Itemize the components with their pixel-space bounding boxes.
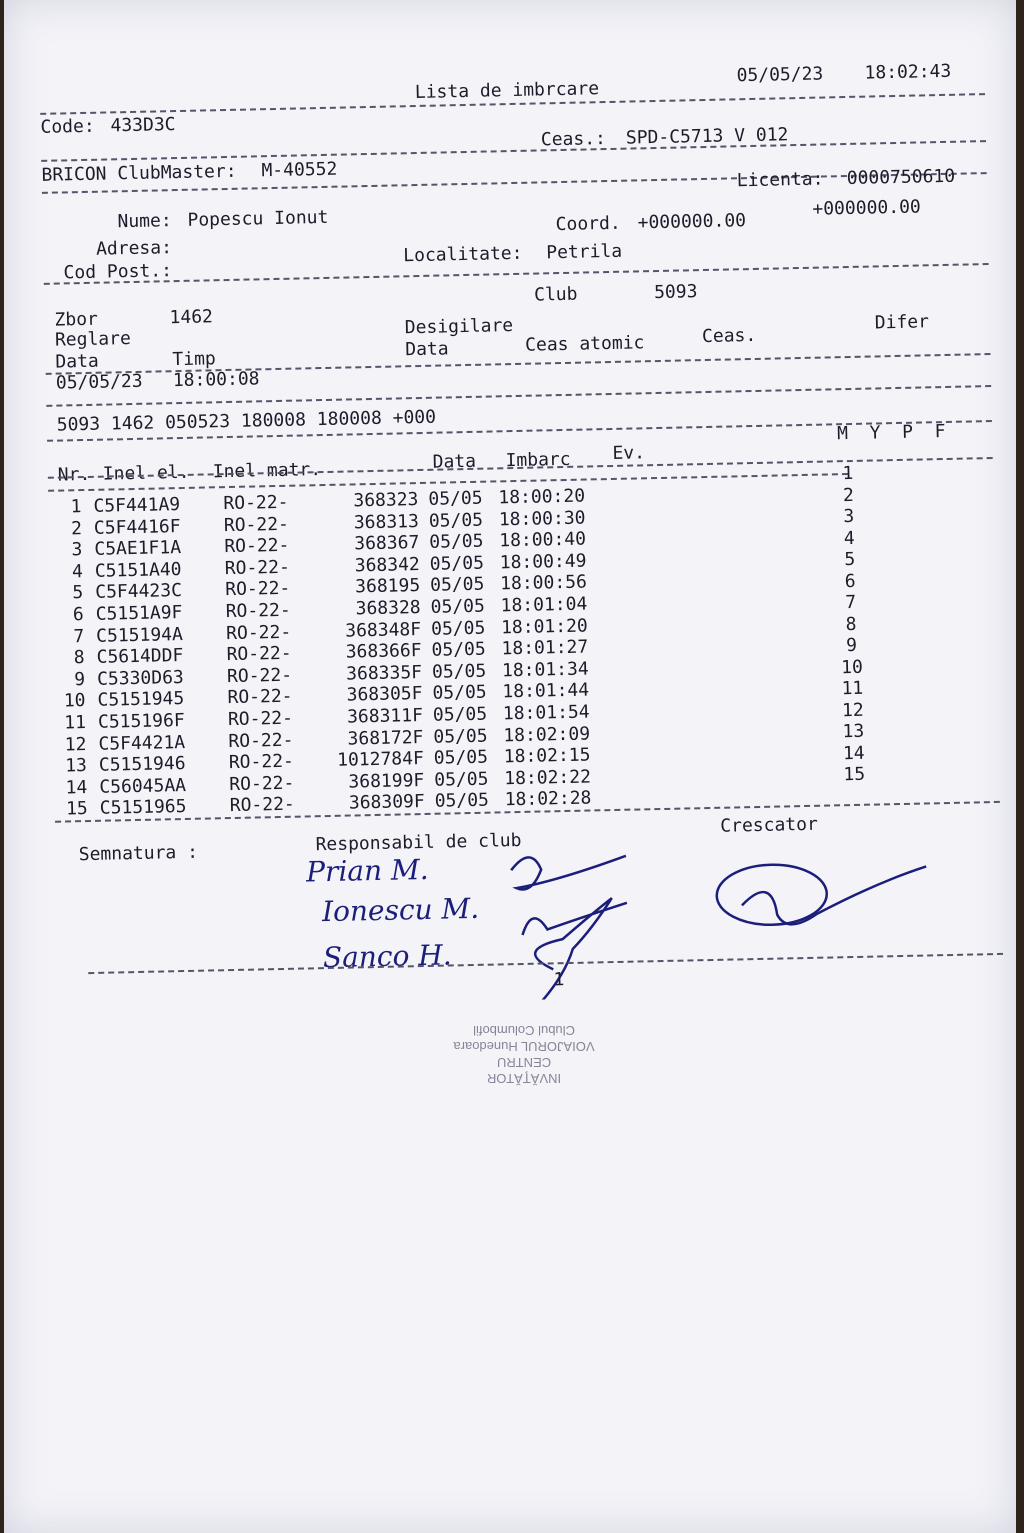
cell-data: 05/05	[428, 509, 484, 532]
signature-2: Ionescu M.	[321, 891, 480, 929]
cell-nr: 14	[65, 776, 88, 799]
cell-inel-matr: 368309F	[348, 791, 425, 814]
cell-prefix: RO-22-	[226, 664, 293, 687]
cell-inel-matr: 368348F	[345, 618, 422, 642]
header-inel-matr: Inel matr.	[212, 459, 322, 483]
cell-data: 05/05	[430, 617, 486, 640]
m-value: 5	[844, 548, 856, 571]
cell-data: 05/05	[430, 595, 486, 618]
ceas-atomic-label: Ceas atomic	[524, 332, 645, 356]
cell-imbarc: 18:01:44	[502, 679, 590, 703]
cell-data: 05/05	[434, 768, 489, 791]
cell-imbarc: 18:00:40	[499, 528, 587, 552]
cell-inel-el: C5F4423C	[95, 580, 183, 604]
cell-nr: 13	[64, 755, 88, 777]
cell-inel-el: C5F4421A	[98, 731, 186, 755]
m-value: 2	[842, 484, 855, 506]
flight-list-document	[34, 35, 1014, 1035]
cell-imbarc: 18:01:27	[501, 636, 589, 660]
m-column	[833, 463, 870, 786]
club-stamp: INVĂŢĂTOR CENTRU VOIAJORUL Hunedoara Clubul Columbofil	[453, 1023, 595, 1086]
cell-inel-matr: 368305F	[346, 683, 423, 706]
cell-inel-el: C56045AA	[99, 774, 187, 798]
m-value: 6	[844, 570, 856, 592]
cell-inel-matr: 368342	[354, 553, 420, 577]
cell-imbarc: 18:00:49	[499, 550, 587, 574]
code-value: 433D3C	[110, 114, 176, 137]
print-date: 05/05/23	[736, 63, 824, 87]
header-imbarc: Imbarc	[505, 448, 571, 472]
cell-imbarc: 18:02:22	[504, 766, 592, 790]
cell-inel-el: C5151A40	[94, 558, 182, 582]
cell-inel-matr: 368195	[354, 575, 421, 598]
cell-inel-el: C5614DDF	[96, 645, 184, 669]
cell-prefix: RO-22-	[223, 513, 290, 536]
localitate-label: Localitate:	[403, 242, 523, 267]
coord-lat: +000000.00	[637, 210, 747, 234]
reglare-label: Reglare	[54, 328, 132, 351]
clubmaster-value: M-40552	[261, 158, 338, 182]
cell-prefix: RO-22-	[224, 556, 291, 579]
m-value: 15	[843, 763, 866, 786]
cell-prefix: RO-22-	[227, 707, 294, 731]
cell-nr: 1	[70, 496, 82, 518]
m-value: 12	[841, 699, 864, 721]
m-value: 3	[843, 505, 855, 528]
timp-label: Timp	[172, 348, 216, 371]
m-value: 13	[842, 720, 865, 743]
cell-prefix: RO-22-	[224, 534, 290, 558]
cell-inel-matr: 368199F	[348, 769, 425, 793]
cell-data: 05/05	[432, 682, 487, 705]
cell-prefix: RO-22-	[225, 621, 292, 644]
cell-nr: 12	[64, 733, 87, 756]
cell-inel-el: C5151965	[99, 796, 187, 820]
cell-data: 05/05	[431, 660, 487, 683]
cell-inel-matr: 368366F	[345, 640, 422, 663]
cell-data: 05/05	[429, 574, 485, 597]
cell-inel-matr: 368367	[354, 532, 420, 555]
cell-inel-matr: 1012784F	[336, 748, 425, 771]
crescator-label: Crescator	[720, 813, 819, 837]
cell-inel-el: C5AE1F1A	[94, 537, 182, 561]
coord-label: Coord.	[555, 212, 621, 236]
cell-nr: 10	[63, 690, 86, 712]
ceas-value: SPD-C5713 V 012	[625, 124, 789, 149]
cell-data: 05/05	[432, 703, 488, 726]
cell-nr: 5	[72, 582, 84, 604]
nume-value: Popescu Ionut	[187, 206, 329, 231]
responsabil-label: Responsabil de club	[315, 829, 522, 856]
header-inel-el: Inel el.	[102, 461, 190, 485]
m-value: 10	[840, 656, 864, 678]
clubmaster-label: BRICON ClubMaster:	[41, 160, 237, 186]
cell-data: 05/05	[429, 530, 484, 554]
cell-prefix: RO-22-	[229, 794, 296, 817]
cell-prefix: RO-22-	[225, 599, 291, 623]
header-data: Data	[432, 450, 477, 473]
signature-3: Sanco H.	[322, 938, 452, 975]
divider	[44, 263, 989, 285]
cell-inel-matr: 368335F	[345, 661, 423, 685]
cell-inel-matr: 368311F	[346, 705, 424, 728]
zbor-value: 1462	[169, 306, 214, 329]
cell-nr: 2	[70, 517, 83, 539]
cell-nr: 6	[72, 604, 84, 626]
cell-imbarc: 18:02:15	[503, 744, 591, 768]
cell-nr: 4	[71, 560, 84, 583]
cell-data: 05/05	[431, 638, 486, 661]
m-value: 4	[843, 527, 855, 549]
code-label: Code:	[40, 115, 95, 138]
cell-inel-matr: 368313	[353, 510, 420, 533]
paper-sheet	[4, 0, 1016, 1533]
cell-nr: 11	[64, 712, 87, 734]
cell-imbarc: 18:02:28	[504, 787, 592, 811]
cell-prefix: RO-22-	[225, 578, 291, 601]
cell-data: 05/05	[428, 487, 483, 510]
cell-imbarc: 18:02:09	[503, 723, 591, 746]
difer-label: Difer	[874, 311, 930, 334]
cell-nr: 15	[65, 798, 89, 820]
m-value: 8	[845, 613, 857, 635]
cell-imbarc: 18:00:30	[498, 507, 586, 530]
cell-data: 05/05	[434, 790, 490, 813]
cell-data: 05/05	[433, 746, 489, 769]
cell-inel-el: C5151946	[98, 753, 186, 776]
cell-nr: 7	[73, 625, 85, 647]
club-value: 5093	[653, 281, 698, 304]
document-title: Lista de imbrcare	[414, 78, 600, 104]
cell-inel-el: C515196F	[97, 709, 185, 733]
reglare-data: 05/05/23	[55, 370, 143, 394]
cell-prefix: RO-22-	[228, 729, 294, 752]
cell-data: 05/05	[429, 552, 485, 575]
club-label: Club	[533, 283, 578, 306]
header-mypf: M Y P F	[836, 420, 946, 445]
page-number: 1	[553, 969, 565, 991]
cell-nr: 9	[74, 668, 86, 691]
cell-inel-matr: 368172F	[347, 726, 424, 750]
cell-imbarc: 18:00:56	[499, 571, 588, 595]
coord-lon: +000000.00	[812, 196, 921, 220]
summary-line: 5093 1462 050523 180008 180008 +000	[56, 406, 437, 436]
cell-imbarc: 18:00:20	[498, 485, 586, 509]
licenta-value: 0000750610	[846, 165, 956, 190]
reglare-timp: 18:00:08	[172, 368, 260, 392]
cell-imbarc: 18:01:54	[502, 701, 590, 725]
cell-inel-el: C5F441A9	[93, 494, 181, 517]
cell-imbarc: 18:01:04	[500, 593, 588, 617]
data-label: Data	[55, 350, 100, 373]
m-value: 9	[845, 634, 858, 657]
print-time: 18:02:43	[864, 60, 952, 84]
adresa-label: Adresa:	[95, 237, 173, 260]
cell-imbarc: 18:01:20	[500, 615, 588, 638]
cell-prefix: RO-22-	[229, 772, 295, 795]
zbor-label: Zbor	[54, 308, 99, 331]
m-value: 14	[842, 742, 865, 764]
m-value: 7	[845, 591, 857, 614]
ceas-col-label: Ceas.	[701, 324, 757, 348]
localitate-value: Petrila	[546, 240, 623, 264]
cell-inel-el: C5330D63	[96, 666, 184, 690]
licenta-label: Licenta:	[736, 168, 824, 192]
codpost-label: Cod Post.:	[63, 260, 173, 284]
cell-imbarc: 18:01:34	[501, 658, 589, 682]
cell-prefix: RO-22-	[228, 750, 295, 774]
cell-prefix: RO-22-	[227, 686, 293, 709]
cell-data: 05/05	[433, 725, 488, 748]
semnatura-label: Semnatura :	[78, 841, 199, 866]
cell-prefix: RO-22-	[226, 642, 292, 666]
cell-nr: 3	[71, 539, 83, 561]
cell-inel-matr: 368323	[353, 489, 419, 512]
cell-inel-el: C5F4416F	[93, 515, 181, 539]
desigilare-label: Desigilare	[404, 315, 514, 339]
signature-1: Prian M.	[305, 852, 429, 889]
header-ev: Ev.	[612, 442, 646, 464]
m-value: 11	[841, 677, 864, 700]
ceas-label: Ceas.:	[540, 128, 607, 151]
m-value: 1	[842, 462, 854, 485]
cell-inel-matr: 368328	[355, 597, 421, 620]
nume-label: Nume:	[117, 210, 172, 233]
cell-prefix: RO-22-	[223, 491, 289, 515]
divider	[41, 140, 986, 162]
cell-inel-el: C5151945	[97, 688, 185, 712]
cell-inel-el: C515194A	[95, 623, 184, 647]
desigilare-data-label: Data	[405, 338, 449, 361]
cell-inel-el: C5151A9F	[95, 602, 183, 625]
header-nr: Nr.	[57, 463, 91, 486]
cell-nr: 8	[73, 647, 85, 669]
